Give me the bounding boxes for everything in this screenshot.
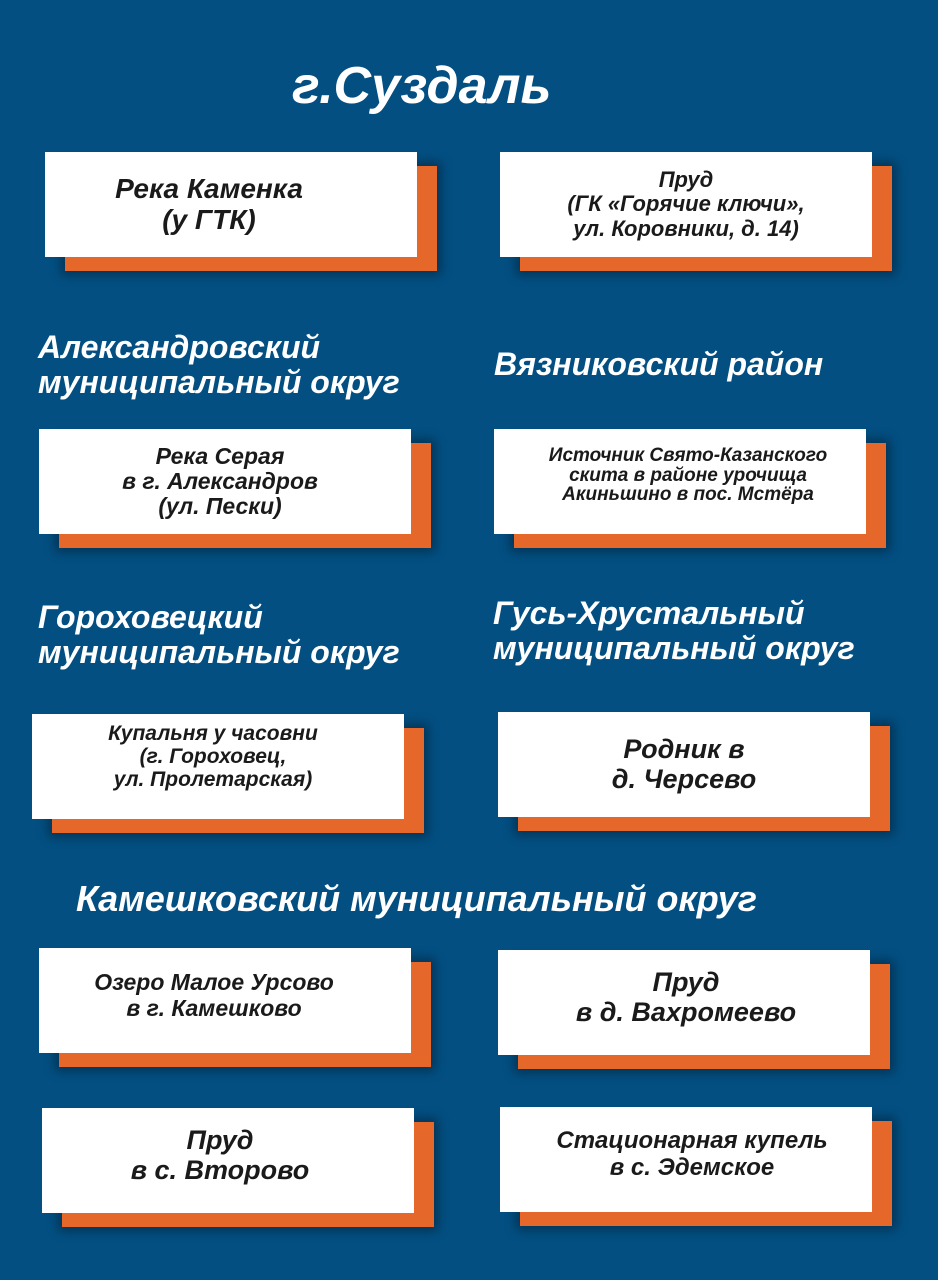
card-ursovo xyxy=(39,948,411,1053)
card-kupalnya-gorokhovets xyxy=(32,714,404,819)
card-vakhromeevo xyxy=(498,950,870,1055)
card-edemskoe-text: Стационарная купель в с. Эдемское xyxy=(556,1127,828,1181)
title-gus-khrustalny: Гусь-Хрустальный муниципальный округ xyxy=(493,595,855,666)
card-seraya xyxy=(39,429,411,534)
card-body xyxy=(42,1108,414,1213)
card-body xyxy=(498,712,870,817)
card-body xyxy=(494,429,866,534)
card-edemskoe xyxy=(500,1107,872,1212)
card-chersevo-text: Родник в д. Черсево xyxy=(611,733,757,794)
card-ursovo-text: Озеро Малое Урсово в г. Камешково xyxy=(94,969,334,1021)
title-vyaznikovsky: Вязниковский район xyxy=(494,346,824,382)
card-body xyxy=(39,429,411,534)
card-goryachie-klyuchi xyxy=(500,152,872,257)
title-gorokhovetsky: Гороховецкий муниципальный округ xyxy=(38,599,400,670)
title-suzdal: г.Суздаль xyxy=(292,57,552,115)
card-goryachie-klyuchi-text: Пруд (ГК «Горячие ключи», ул. Коровники, д. 14) xyxy=(567,167,805,241)
card-seraya-text: Река Серая в г. Александров (ул. Пески) xyxy=(122,442,318,520)
card-body xyxy=(39,948,411,1053)
title-alexandrovsky: Александровский муниципальный округ xyxy=(38,329,400,400)
card-mstera xyxy=(494,429,866,534)
card-vtorovo xyxy=(42,1108,414,1213)
card-vakhromeevo-text: Пруд в д. Вахромеево xyxy=(575,966,797,1027)
card-body xyxy=(500,152,872,257)
card-kamenka xyxy=(45,152,417,257)
card-mstera-text: Источник Свято-Казанского скита в районе урочища Акиньшино в пос. Мстёра xyxy=(548,444,828,506)
title-kameshkovsky: Камешковский муниципальный округ xyxy=(76,878,758,919)
card-vtorovo-text: Пруд в с. Второво xyxy=(130,1124,310,1185)
card-body xyxy=(32,714,404,819)
card-body xyxy=(500,1107,872,1212)
card-kamenka-text: Река Каменка (у ГТК) xyxy=(115,172,303,235)
card-chersevo xyxy=(498,712,870,817)
card-body xyxy=(498,950,870,1055)
card-body xyxy=(45,152,417,257)
card-kupalnya-gorokhovets-text: Купальня у часовни (г. Гороховец, ул. Пролетарская) xyxy=(108,721,318,792)
